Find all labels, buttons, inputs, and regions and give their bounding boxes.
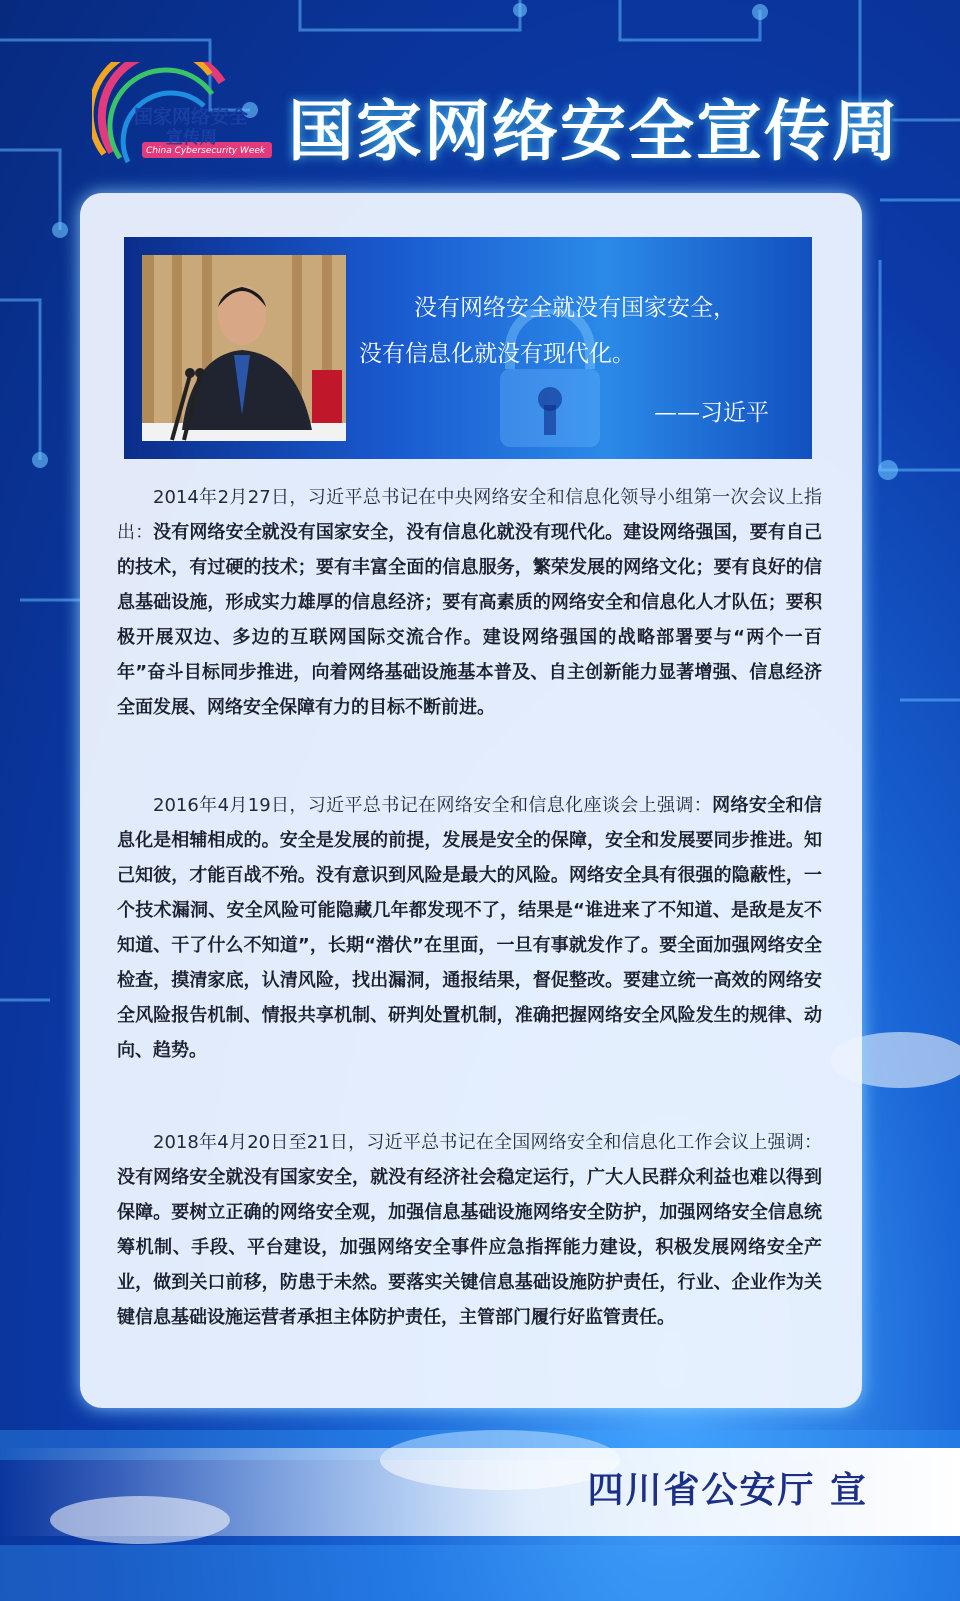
paragraph-2018 [117, 1125, 822, 1335]
header [0, 0, 960, 190]
paragraph-body: 没有网络安全就没有国家安全，没有信息化就没有现代化。建设网络强国，要有自己的技术，有过硬的技术；要有丰富全面的信息服务，繁荣发展的网络文化；要有良好的信息基础设施，形成实力雄厚的信息经济；要有高素质的网络安全和信息化人才队伍；要积极开展双边、多边的互联网国际交流合作。建设网络强国的战略部署要与“两个一百年”奋斗目标同步推进，向着网络基础设施基本普及、自主创新能力显著增强、信息经济全面发展、网络安全保障有力的目标不断前进。 [117, 522, 823, 718]
paragraph-body: 网络安全和信息化是相辅相成的。安全是发展的前提，发展是安全的保障，安全和发展要同步推进。知己知彼，才能百战不殆。没有意识到风险是最大的风险。网络安全具有很强的隐蔽性，一个技术漏洞、安全风险可能隐藏几年都发现不了，结果是“谁进来了不知道、是敌是友不知道、干了什么不知道”，长期“潜伏”在里面，一旦有事就发作了。要全面加强网络安全检查，摸清家底，认清风险，找出漏洞，通报结果，督促整改。要建立统一高效的网络安全风险报告机制、情报共享机制、研判处置机制，准确把握网络安全风险发生的规律、动向、趋势。 [117, 795, 822, 1061]
paragraph-2014 [117, 480, 822, 725]
issuer-text: 四川省公安厅 宣 [587, 1470, 868, 1511]
footer-band [0, 1448, 960, 1536]
page-title: 国家网络安全宣传周 [288, 93, 900, 170]
speaker-photo [142, 255, 346, 441]
quote-line-1: 没有网络安全就没有国家安全， [414, 295, 736, 321]
paragraph-body: 没有网络安全就没有国家安全，就没有经济社会稳定运行，广大人民群众利益也难以得到保障。要树立正确的网络安全观，加强信息基础设施网络安全防护，加强网络安全信息统筹机制、手段、平台建设，加强网络安全事件应急指挥能力建设，积极发展网络安全产业，做到关口前移，防患于未然。要落实关键信息基础设施防护责任，行业、企业作为关键信息基础设施运营者承担主体防护责任，主管部门履行好监管责任。 [117, 1167, 822, 1328]
cybersecurity-week-logo [92, 62, 272, 172]
paragraph-lead: 2016年4月19日，习近平总书记在网络安全和信息化座谈会上强调： [153, 795, 713, 816]
logo-text-line1: 国家网络安全 [134, 106, 249, 128]
logo-text-english: China Cybersecurity Week [146, 146, 266, 156]
paragraph-2016 [117, 788, 822, 1068]
quote-author: ——习近平 [654, 400, 769, 426]
content-panel [80, 193, 862, 1408]
quote-banner [124, 237, 812, 459]
quote-line-2: 没有信息化就没有现代化。 [359, 341, 635, 367]
keyhole-lock-icon [490, 309, 610, 449]
paragraph-lead: 2018年4月20日至21日，习近平总书记在全国网络安全和信息化工作会议上强调： [153, 1132, 822, 1153]
logo-text-line2: 宣传周 [166, 128, 217, 148]
paragraph-lead: 2014年2月27日，习近平总书记在中央网络安全和信息化领导小组第一次会议上指出： [117, 487, 822, 543]
